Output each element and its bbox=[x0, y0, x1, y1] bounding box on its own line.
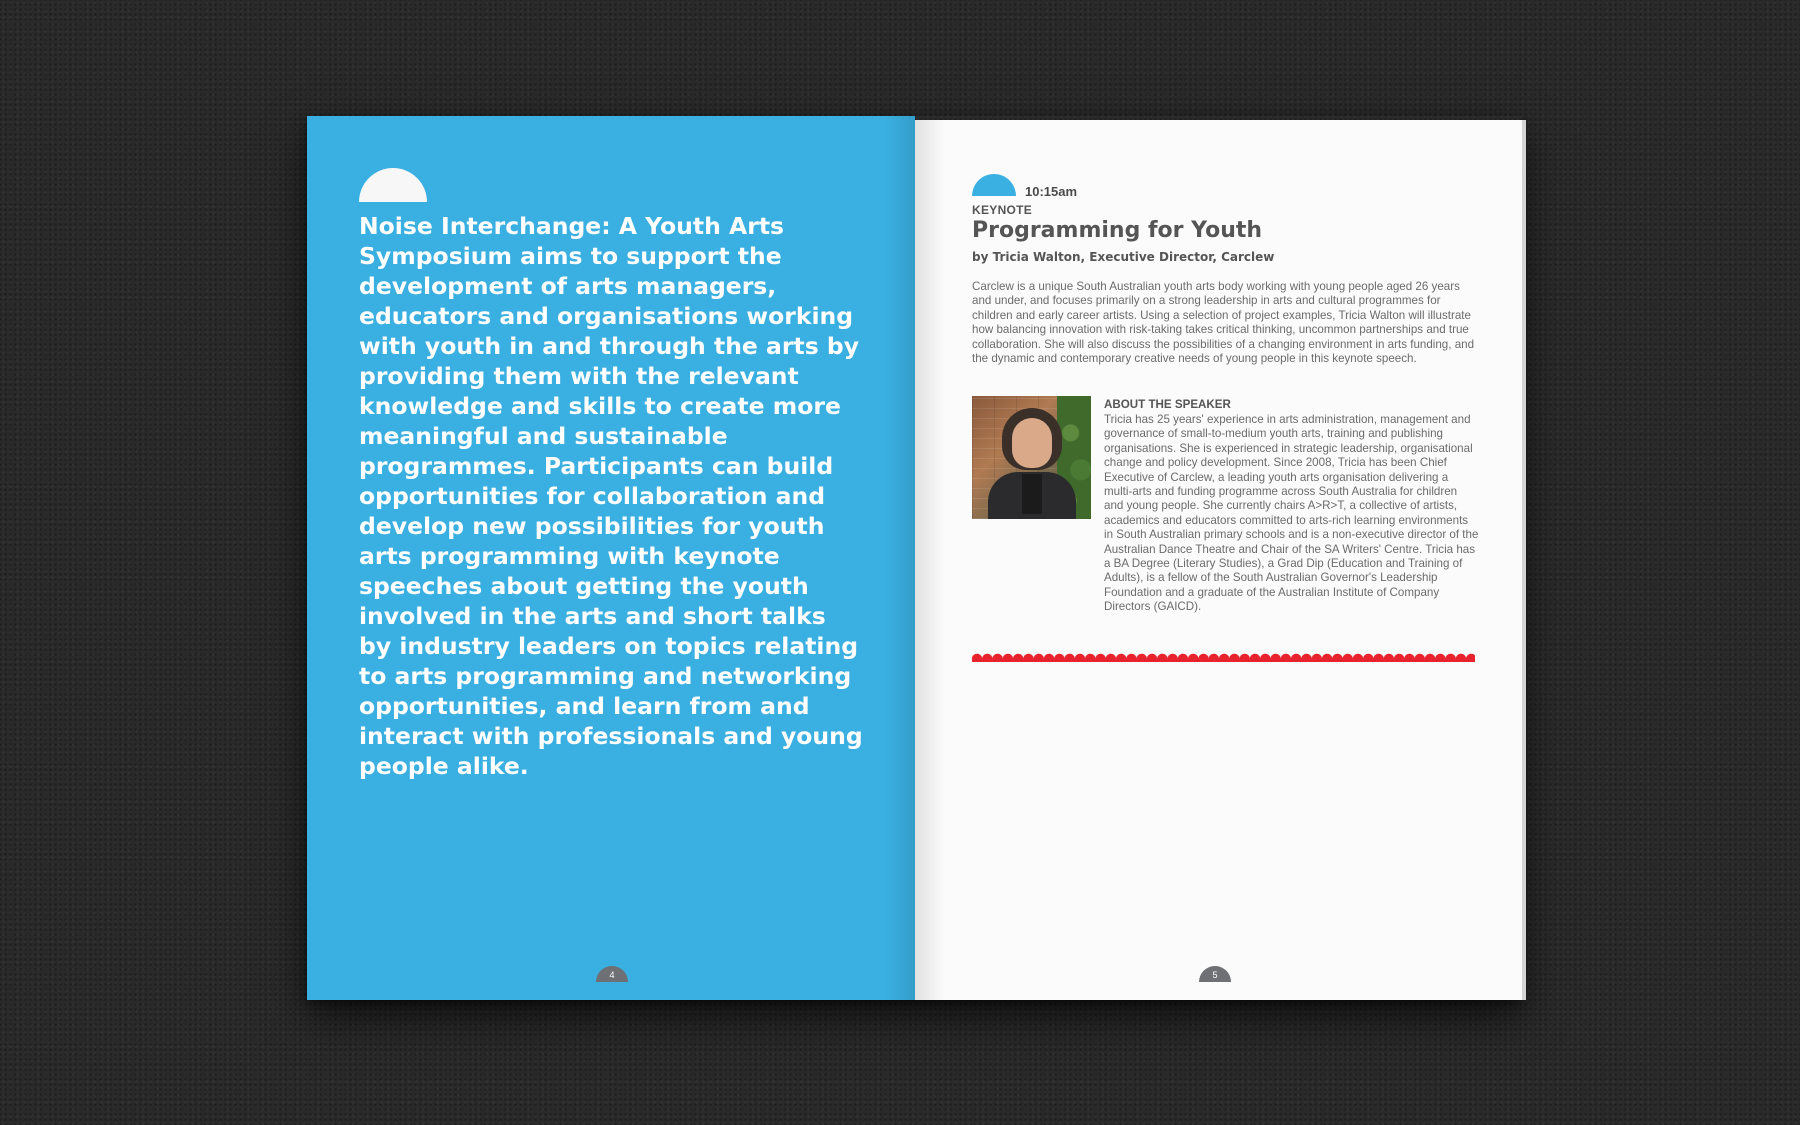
about-speaker-heading: ABOUT THE SPEAKER bbox=[1104, 398, 1231, 411]
half-circle-icon bbox=[972, 174, 1016, 196]
scalloped-divider bbox=[972, 652, 1475, 662]
right-page bbox=[915, 120, 1522, 1000]
page-number: 5 bbox=[1199, 966, 1231, 982]
session-type: KEYNOTE bbox=[972, 203, 1033, 217]
session-time: 10:15am bbox=[1025, 184, 1078, 199]
page-number: 4 bbox=[596, 966, 628, 982]
session-byline: by Tricia Walton, Executive Director, Carclew bbox=[972, 250, 1275, 264]
booklet-spread bbox=[307, 116, 1522, 1000]
session-description: Carclew is a unique South Australian youth arts body working with young people aged 26 years and under, and focuses primarily on a strong leadership in arts and cultural programmes for children and early career artists. Using a selection of project examples, Tricia Walton will illustrate how balancing innovation with risk-taking takes critical thinking, uncommon partnerships and true collaboration. She will also discuss the possibilities of a changing environment in arts funding, and the dynamic and contemporary creative needs of young people in this keynote speech. bbox=[972, 280, 1475, 366]
left-page bbox=[307, 116, 915, 1000]
about-speaker-text: Tricia has 25 years' experience in arts administration, management and governance of small-to-medium youth arts, training and publishing organisations. She is experienced in strategic leadership, organisational change and policy development. Since 2008, Tricia has been Chief Executive of Carclew, a leading youth arts organisation delivering a multi-arts and funding programme across South Australia for children and young people. She currently chairs A>R>T, a collective of artists, academics and educators committed to arts-rich learning environments in South Australian primary schools and is a non-executive director of the Australian Dance Theatre and Chair of the SA Writers' Centre. Tricia has a BA Degree (Literary Studies), a Grad Dip (Education and Training of Adults), is a fellow of the South Australian Governor's Leadership Foundation and a graduate of the Australian Institute of Company Directors (GAICD). bbox=[1104, 413, 1479, 614]
intro-paragraph: Noise Interchange: A Youth Arts Symposium aims to support the development of arts managers, educators and organisations working with youth in and through the arts by providing them with the relevant knowledge and skills to create more meaningful and sustainable programmes. Participants can build opportunities for collaboration and develop new possibilities for youth arts programming with keynote speeches about getting the youth involved in the arts and short talks by industry leaders on topics relating to arts programming and networking opportunities, and learn from and interact with professionals and young people alike. bbox=[359, 212, 863, 780]
speaker-photo bbox=[972, 396, 1091, 519]
session-title: Programming for Youth bbox=[972, 218, 1263, 243]
half-circle-icon bbox=[359, 168, 427, 202]
